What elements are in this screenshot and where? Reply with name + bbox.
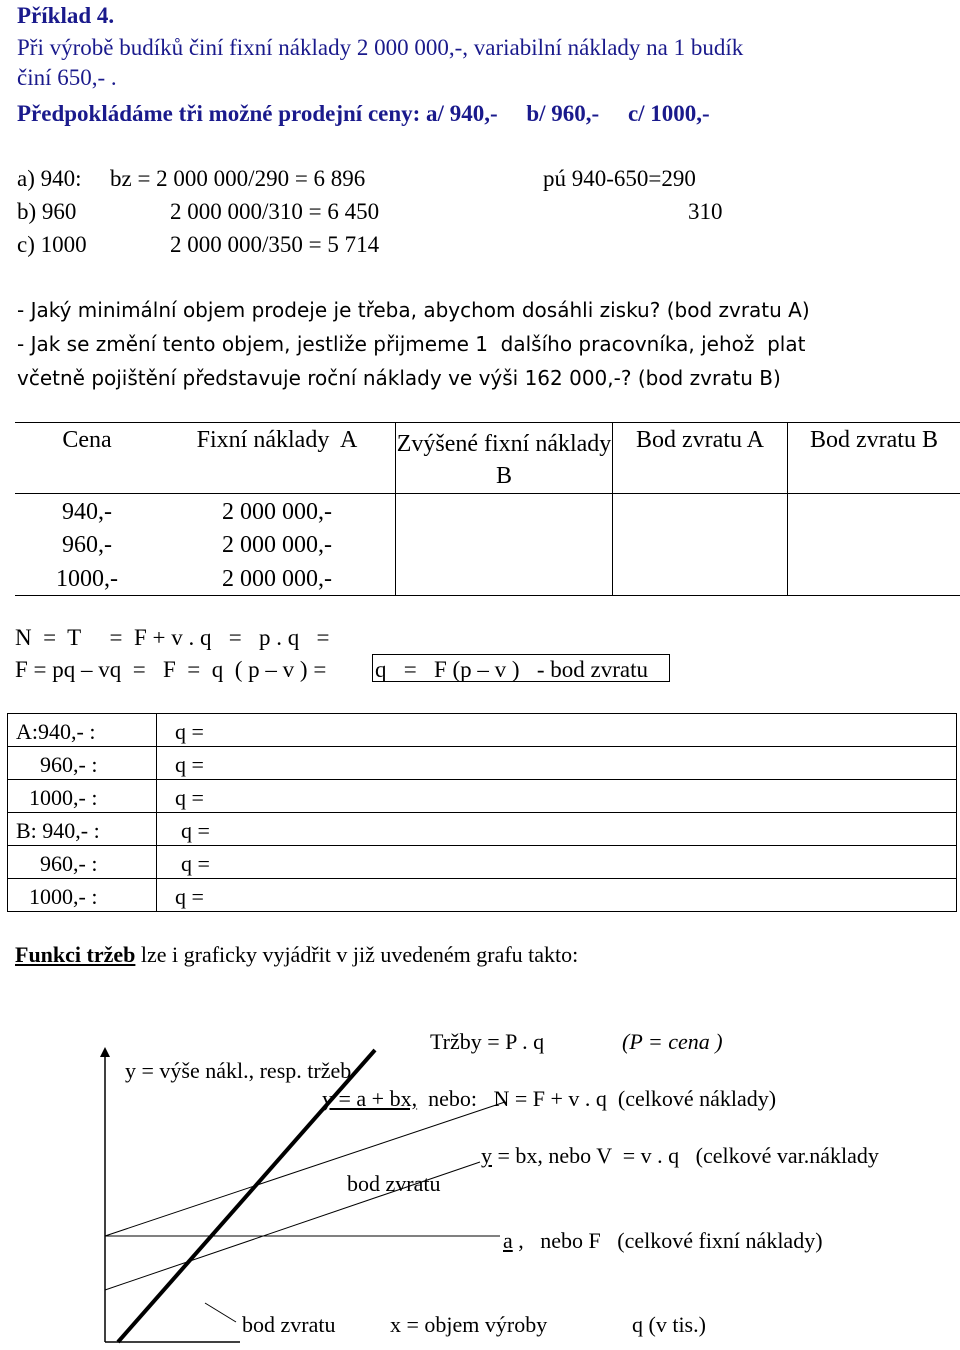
graph-intro-rest: lze i graficky vyjádřit v již uvedeném grafu takto:: [135, 942, 579, 967]
intro-line-2: činí 650,- .: [17, 65, 117, 90]
intro-line-3: Předpokládáme tři možné prodejní ceny: a/ 940,- b/ 960,- c/ 1000,-: [17, 101, 710, 126]
header-bod-a: Bod zvratu A: [613, 422, 788, 493]
graph-var-b: = bx, nebo V = v . q (celkové var.náklady: [492, 1143, 879, 1168]
calc-a-label: a) 940:: [17, 166, 82, 191]
calc-c-label: c) 1000: [17, 232, 87, 257]
q-row-1-label: A:940,- :: [8, 714, 157, 747]
page-title: Příklad 4.: [17, 3, 115, 28]
q-row-2-value: q =: [175, 752, 204, 777]
graph-total-cost-label: [322, 1088, 776, 1110]
header-fixni-a: Fixní náklady A: [196, 427, 358, 453]
row-3-fixni: 2 000 000,-: [222, 566, 332, 593]
formula-boxed: q = F (p – v ) - bod zvratu: [372, 654, 670, 682]
q-row-3-value: q =: [175, 785, 204, 810]
graph-variable-cost-label: [481, 1145, 879, 1167]
row-1-cena: 940,-: [62, 498, 112, 525]
calc-a-expr: bz = 2 000 000/290 = 6 896: [110, 166, 366, 191]
graph-q-label: q (v tis.): [632, 1312, 706, 1337]
q-row-6-value: q =: [175, 884, 204, 909]
q-row-3-label: 1000,- :: [8, 780, 157, 813]
calc-b-label: b) 960: [17, 199, 77, 224]
q-row-5-value: q =: [181, 851, 210, 876]
row-3-cena: 1000,-: [56, 566, 118, 593]
q-row-4-label: B: 940,- :: [8, 813, 157, 846]
question-1: - Jaký minimální objem prodeje je třeba, abychom dosáhli zisku? (bod zvratu A): [17, 298, 810, 322]
graph-fixed-a: a: [503, 1228, 513, 1253]
question-2b: včetně pojištění představuje roční náklady ve výši 162 000,-? (bod zvratu B): [17, 366, 781, 390]
q-row-6-label: 1000,- :: [8, 879, 157, 912]
total-cost-line: [105, 1102, 505, 1236]
formula-line-1: N = T = F + v . q = p . q =: [15, 625, 330, 650]
graph-total-b: nebo: N = F + v . q (celkové náklady): [417, 1086, 777, 1111]
calc-b-expr: 2 000 000/310 = 6 450: [170, 199, 380, 224]
row-1-fixni: 2 000 000,-: [222, 498, 332, 525]
graph-bod-zvratu-upper: bod zvratu: [347, 1171, 441, 1196]
graph-cena-note: (P = cena ): [622, 1029, 723, 1054]
graph-var-a: y: [481, 1143, 492, 1168]
header-bod-b: Bod zvratu B: [788, 422, 960, 493]
graph-total-a: y = a + bx,: [322, 1086, 418, 1111]
header-zvysene: Zvýšené fixní náklady B: [396, 422, 613, 493]
formula-line-2a: F = pq – vq = F = q ( p – v ) =: [15, 657, 327, 682]
header-cena: Cena: [62, 427, 112, 453]
graph-y-label: y = výše nákl., resp. tržeb: [125, 1058, 352, 1083]
graph-trzby: Tržby = P . q: [430, 1029, 545, 1054]
calc-b-pu: 310: [688, 199, 723, 224]
q-row-5-label: 960,- :: [8, 846, 157, 879]
q-row-1-value: q =: [175, 719, 204, 744]
graph-intro-underlined: Funkci tržeb: [15, 942, 136, 967]
graph-bod-zvratu-lower: bod zvratu: [242, 1312, 336, 1337]
row-2-fixni: 2 000 000,-: [222, 532, 332, 559]
calc-a-pu: pú 940-650=290: [543, 166, 696, 191]
q-row-2-label: 960,- :: [8, 747, 157, 780]
bod-zvratu-pointer: [205, 1303, 236, 1322]
question-2a: - Jak se změní tento objem, jestliže přijmeme 1 dalšího pracovníka, jehož plat: [17, 332, 806, 356]
row-2-cena: 960,-: [62, 532, 112, 559]
intro-line-1: Při výrobě budíků činí fixní náklady 2 000 000,-, variabilní náklady na 1 budík: [17, 35, 744, 60]
q-row-4-value: q =: [181, 818, 210, 843]
calc-c-expr: 2 000 000/350 = 5 714: [170, 232, 380, 257]
graph-x-label: x = objem výroby: [390, 1312, 548, 1337]
graph-fixed-b: , nebo F (celkové fixní náklady): [512, 1228, 823, 1253]
graph-fixed-cost-label: [503, 1230, 823, 1252]
